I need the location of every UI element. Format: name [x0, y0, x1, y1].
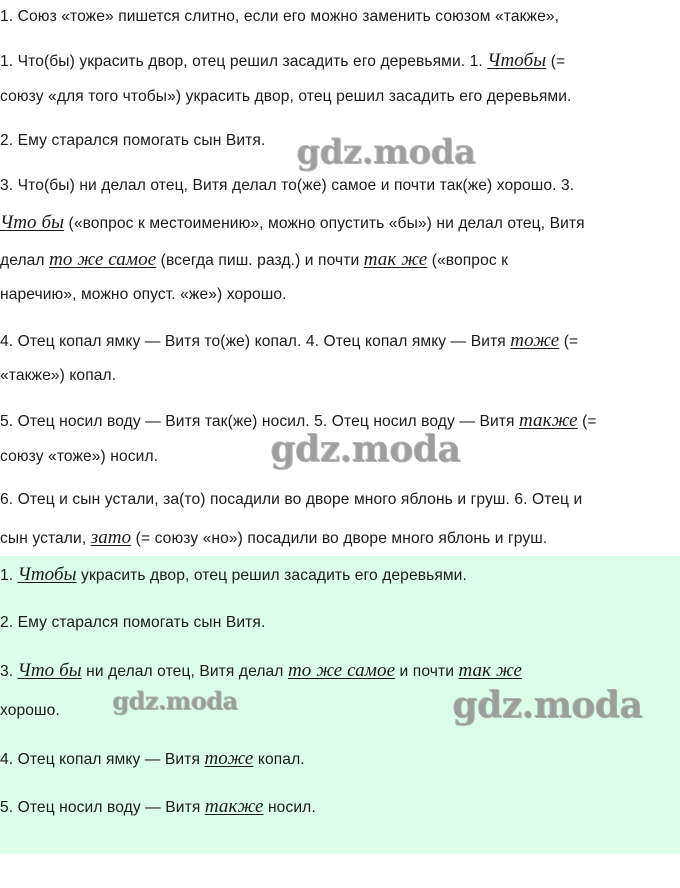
- text: 3. Что(бы) ни делал отец, Витя делал то(же) самое и почти так(же) хорошо. 3.: [0, 177, 575, 194]
- text: 2. Ему старался помогать сын Витя.: [0, 132, 266, 149]
- handwritten-word: также: [518, 410, 578, 431]
- handwritten-word: так же: [363, 249, 428, 270]
- handwritten-word: так же: [458, 660, 523, 681]
- handwritten-word: Чтобы: [17, 564, 77, 585]
- text: копал.: [253, 751, 305, 768]
- text: и почти: [395, 663, 459, 680]
- text: украсить двор, отец решил засадить его деревьями.: [76, 567, 467, 584]
- text: 2. Ему старался помогать сын Витя.: [0, 614, 266, 631]
- text: (=: [559, 333, 579, 350]
- handwritten-word: Что бы: [17, 660, 82, 681]
- text: носил.: [263, 799, 316, 816]
- sentence-1-continuation: [0, 88, 680, 106]
- text: (= союзу «но») посадили во дворе много яблонь и груш.: [131, 530, 548, 547]
- sentence-1-line: [0, 50, 680, 72]
- text: («вопрос к местоимению», можно опустить «бы») ни делал отец, Витя: [64, 215, 585, 232]
- sentence-3-continuation-2: [0, 249, 680, 271]
- answer-4: [0, 748, 680, 770]
- handwritten-word: то же самое: [49, 249, 157, 270]
- sentence-3-continuation-1: [0, 212, 680, 234]
- sentence-6-line: [0, 491, 680, 509]
- text: 4. Отец копал ямку — Витя то(же) копал. 4. Отец копал ямку — Витя: [0, 333, 511, 350]
- handwritten-word: Что бы: [0, 212, 65, 233]
- watermark-logo: gdz.moda: [112, 686, 238, 715]
- handwritten-word: зато: [90, 527, 132, 548]
- answer-3: [0, 660, 680, 682]
- text: ни делал отец, Витя делал: [81, 663, 288, 680]
- text: (=: [546, 53, 566, 70]
- sentence-4-continuation: [0, 367, 680, 385]
- text: 1. Союз «тоже» пишется слитно, если его можно заменить союзом «также»,: [0, 8, 560, 25]
- sentence-4-line: [0, 330, 680, 352]
- text: 1.: [0, 567, 18, 584]
- text: (всегда пиш. разд.) и почти: [156, 252, 364, 269]
- text: хорошо.: [0, 702, 60, 719]
- text: 6. Отец и сын устали, за(то) посадили во дворе много яблонь и груш. 6. Отец и: [0, 491, 583, 508]
- text: союзу «тоже») носил.: [0, 448, 159, 465]
- watermark-logo: gdz.moda: [270, 428, 460, 470]
- text: («вопрос к: [427, 252, 509, 269]
- watermark-logo: gdz.moda: [452, 684, 642, 726]
- handwritten-word: то же самое: [287, 660, 396, 681]
- text: 4. Отец копал ямку — Витя: [0, 751, 205, 768]
- fade-overlay: [0, 840, 680, 854]
- text: сын устали,: [0, 530, 91, 547]
- answer-2: [0, 614, 680, 632]
- text: «также») копал.: [0, 367, 117, 384]
- handwritten-word: тоже: [204, 748, 254, 769]
- answer-5: [0, 796, 680, 818]
- sentence-3-continuation-3: [0, 286, 680, 304]
- sentence-3-line: [0, 177, 680, 195]
- text: 5. Отец носил воду — Витя: [0, 799, 205, 816]
- sentence-6-continuation: [0, 527, 680, 549]
- text: (=: [577, 413, 597, 430]
- handwritten-word: тоже: [510, 330, 560, 351]
- text: делал: [0, 252, 50, 269]
- handwritten-word: Чтобы: [487, 50, 547, 71]
- watermark-logo: gdz.moda: [296, 132, 476, 172]
- text: 5. Отец носил воду — Витя так(же) носил. 5. Отец носил воду — Витя: [0, 413, 519, 430]
- text: 3.: [0, 663, 18, 680]
- text: 1. Что(бы) украсить двор, отец решил засадить его деревьями. 1.: [0, 53, 488, 70]
- rule-line: [0, 8, 680, 26]
- text: наречию», можно опуст. «же») хорошо.: [0, 286, 287, 303]
- handwritten-word: также: [204, 796, 264, 817]
- answer-1: [0, 564, 680, 586]
- text: союзу «для того чтобы») украсить двор, отец решил засадить его деревьями.: [0, 88, 572, 105]
